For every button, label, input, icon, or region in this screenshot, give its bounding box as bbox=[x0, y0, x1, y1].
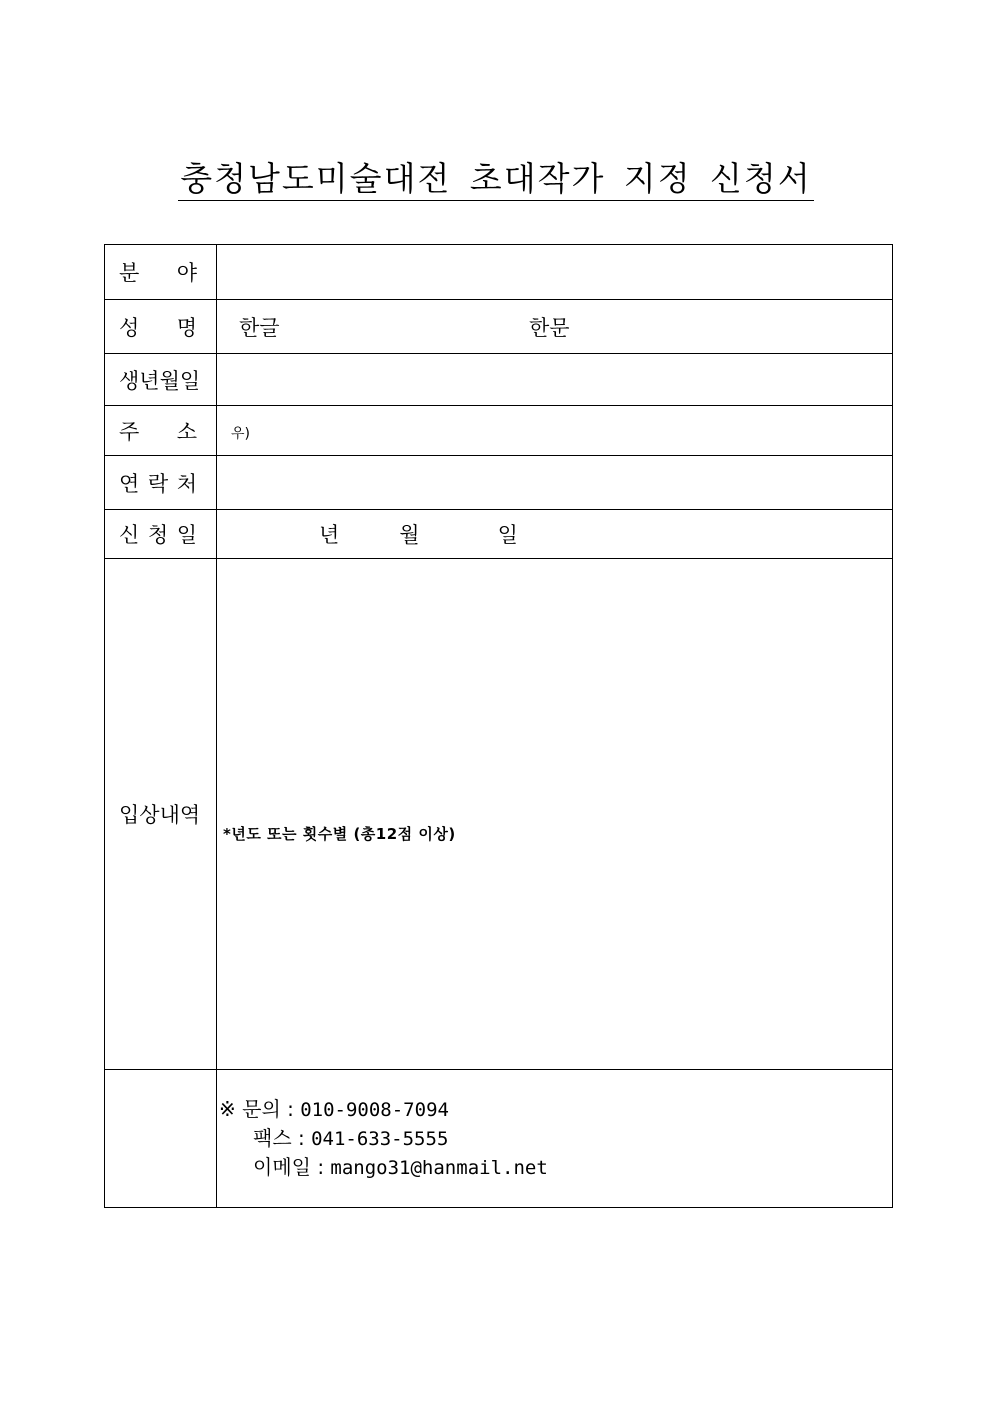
label-name: 성 명 bbox=[105, 300, 217, 354]
label-field: 분 야 bbox=[105, 245, 217, 300]
row-name bbox=[105, 300, 893, 354]
date-year-label: 년 bbox=[319, 523, 340, 547]
inquiry-info bbox=[217, 1070, 893, 1208]
label-address: 주 소 bbox=[105, 406, 217, 456]
application-form-table bbox=[104, 244, 893, 1208]
label-birth: 생년월일 bbox=[105, 354, 217, 406]
input-contact[interactable] bbox=[217, 456, 893, 510]
input-birth[interactable] bbox=[217, 354, 893, 406]
label-apply-date: 신 청 일 bbox=[105, 510, 217, 559]
row-field bbox=[105, 245, 893, 300]
inquiry-email-line: 이메일 : mango31@hanmail.net bbox=[253, 1155, 548, 1179]
name-hanja-label: 한문 bbox=[529, 315, 570, 340]
form-title bbox=[0, 158, 992, 201]
inquiry-fax: 041-633-5555 bbox=[311, 1128, 449, 1150]
label-contact: 연 락 처 bbox=[105, 456, 217, 510]
row-birth bbox=[105, 354, 893, 406]
name-hangul-label: 한글 bbox=[239, 315, 280, 340]
postal-prefix: 우) bbox=[231, 425, 250, 442]
input-address[interactable] bbox=[217, 406, 893, 456]
inquiry-phone-line: ※ 문의 : 010-9008-7094 bbox=[219, 1097, 449, 1121]
input-awards[interactable] bbox=[217, 559, 893, 1070]
date-month-label: 월 bbox=[399, 523, 420, 547]
inquiry-phone: 010-9008-7094 bbox=[300, 1099, 449, 1121]
row-address bbox=[105, 406, 893, 456]
row-apply-date bbox=[105, 510, 893, 559]
input-name[interactable] bbox=[217, 300, 893, 354]
inquiry-fax-line: 팩스 : 041-633-5555 bbox=[253, 1126, 449, 1150]
awards-note: *년도 또는 횟수별 (총12점 이상) bbox=[223, 824, 456, 843]
inquiry-email[interactable]: mango31@hanmail.net bbox=[330, 1157, 548, 1179]
label-inquiry-empty bbox=[105, 1070, 217, 1208]
input-field[interactable] bbox=[217, 245, 893, 300]
row-inquiry bbox=[105, 1070, 893, 1208]
input-apply-date[interactable] bbox=[217, 510, 893, 559]
form-title-text: 충청남도미술대전 초대작가 지정 신청서 bbox=[178, 158, 813, 201]
row-contact bbox=[105, 456, 893, 510]
row-awards bbox=[105, 559, 893, 1070]
date-day-label: 일 bbox=[497, 523, 518, 547]
label-awards: 입상내역 bbox=[105, 559, 217, 1070]
